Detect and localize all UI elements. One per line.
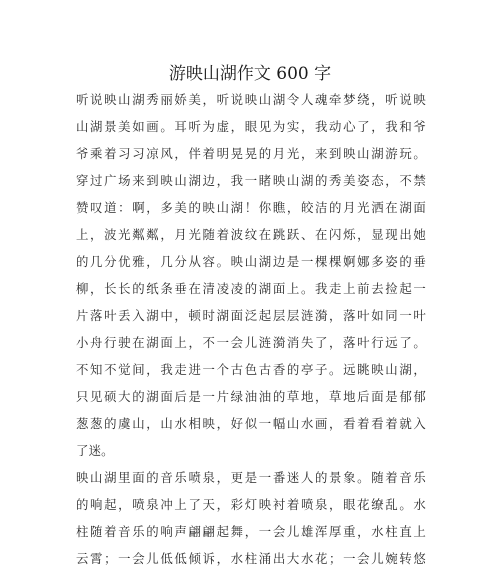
body-line: 葱葱的虞山，山水相映，好似一幅山水画，看着看着就入 (76, 416, 426, 431)
body-line: 穿过广场来到映山湖边，我一睹映山湖的秀美姿态，不禁 (76, 173, 426, 188)
body-line: 听说映山湖秀丽娇美，听说映山湖令人魂牵梦绕，听说映 (76, 92, 426, 107)
body-line: 赞叹道：啊，多美的映山湖！你瞧，皎洁的月光洒在湖面 (76, 200, 426, 215)
body-line: 山湖景美如画。耳听为虚，眼见为实，我动心了，我和爷 (76, 119, 426, 134)
body-line: 柳，长长的纸条垂在清凌凌的湖面上。我走上前去捡起一 (76, 281, 426, 296)
body-line: 云霄；一会儿低低倾诉，水柱涌出大水花；一会儿婉转悠 (76, 551, 426, 566)
body-line: 不知不觉间，我走进一个古色古香的亭子。远眺映山湖， (76, 362, 426, 377)
body-line: 爷乘着习习凉风，伴着明晃晃的月光，来到映山湖游玩。 (76, 146, 426, 161)
document-body (76, 86, 426, 566)
document-title: 游映山湖作文 600 字 (168, 64, 332, 84)
body-line: 小舟行驶在湖面上，不一会儿涟漪消失了，落叶行远了。 (76, 335, 426, 350)
body-line: 的几分优雅，几分从容。映山湖边是一棵棵婀娜多姿的垂 (76, 254, 426, 269)
body-line: 上，波光粼粼，月光随着波纹在跳跃、在闪烁，显现出她 (76, 227, 426, 242)
body-line: 片落叶丢入湖中，顿时湖面泛起层层涟漪，落叶如同一叶 (76, 308, 426, 323)
body-line: 了迷。 (76, 443, 114, 458)
body-line: 的响起，喷泉冲上了天，彩灯映衬着喷泉，眼花缭乱。水 (76, 497, 426, 512)
body-line: 只见硕大的湖面后是一片绿油油的草地，草地后面是郁郁 (76, 389, 426, 404)
body-line: 映山湖里面的音乐喷泉，更是一番迷人的景象。随着音乐 (76, 470, 426, 485)
body-line: 柱随着音乐的响声翩翩起舞，一会儿雄浑厚重，水柱直上 (76, 524, 426, 539)
